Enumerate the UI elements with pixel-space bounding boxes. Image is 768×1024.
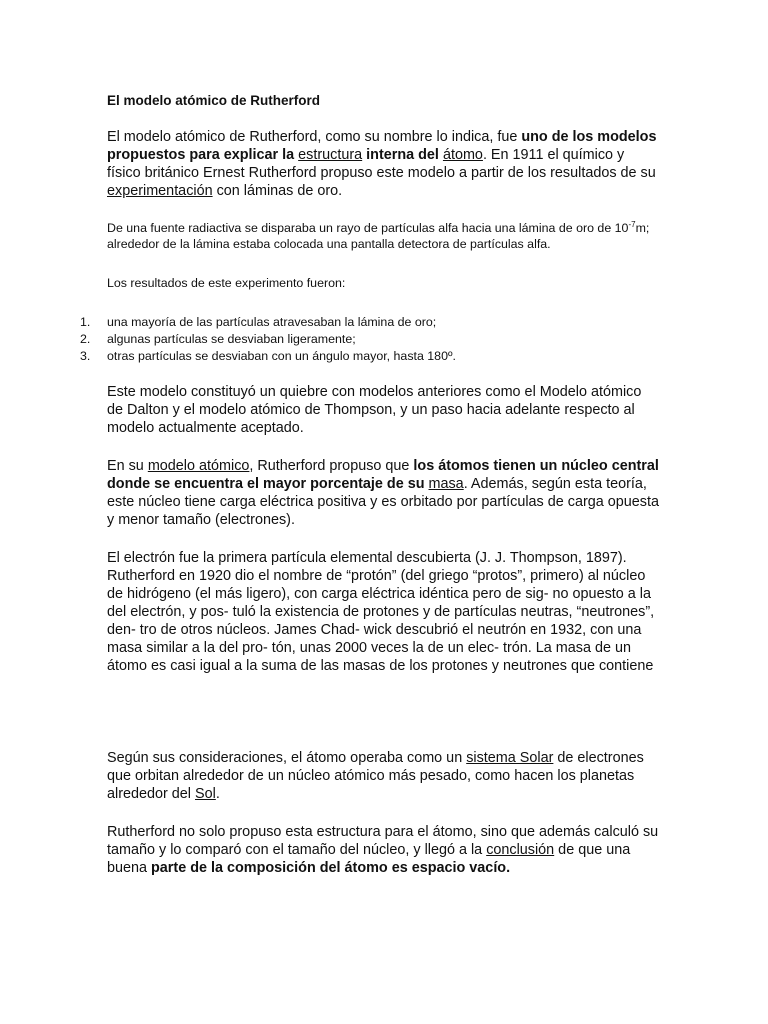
conclusion-text-1: Rutherford no solo propuso esta estructura para el átomo, sino que además calculó su tamaño y lo comparó con el tamaño del núcleo, y llegó a la	[107, 824, 659, 858]
document-page	[80, 92, 659, 877]
conclusion-bold: parte de la composición del átomo es espacio vacío.	[151, 860, 511, 876]
paragraph-conclusion	[107, 823, 659, 877]
list-text: algunas partículas se desviaban ligeramente;	[107, 332, 356, 346]
link-sistema-solar[interactable]: sistema Solar	[466, 750, 554, 766]
intro-text-3: con láminas de oro.	[212, 183, 343, 199]
intro-bold-2: interna del	[366, 147, 439, 163]
list-number: 3.	[80, 349, 91, 363]
paragraph-electron: El electrón fue la primera partícula elemental descubierta (J. J. Thompson, 1897). Rutherford en 1920 dio el nombre de “protón” (del griego “protos”, primero) al núcleo de hidrógeno (el más ligero), con carga eléctrica idéntica pero de sig- no opuesto a la del electrón, y pos- tuló la existencia de protones y de partículas neutras, “neutrones”, den- tro de otros núcleos. James Chad- wick descubrió el neutrón en 1932, con una masa similar a la del pro- tón, unas 2000 veces la de un elec- trón. La masa de un átomo es casi igual a la suma de las masas de los protones y neutrones que contiene	[107, 550, 655, 674]
solar-text-2: de electrones que orbitan alrededor de un núcleo atómico más pesado, como hacen los planetas alrededor del	[107, 750, 644, 802]
list-item	[80, 348, 659, 365]
nucleus-text-1: En su	[107, 458, 148, 474]
link-masa[interactable]: masa	[428, 476, 464, 492]
paragraph-solar-system	[107, 749, 659, 803]
list-item	[80, 314, 659, 331]
link-atomo[interactable]: átomo	[442, 147, 483, 163]
list-text: una mayoría de las partículas atravesaban la lámina de oro;	[107, 315, 437, 329]
intro-bold-1: uno de los modelos propuestos para explicar la	[107, 129, 657, 163]
source-text-1: De una fuente radiactiva se disparaba un rayo de partículas alfa hacia una lámina de oro de 10	[107, 221, 629, 235]
nucleus-text-3: . Además, según esta teoría, este núcleo tiene carga eléctrica positiva y es orbitado por partículas de carga opuesta y menor tamaño (electrones).	[107, 476, 659, 528]
link-sol[interactable]: Sol	[195, 786, 216, 802]
intro-text-1: El modelo atómico de Rutherford, como su nombre lo indica, fue	[107, 129, 522, 145]
nucleus-bold: los átomos tienen un núcleo central donde se encuentra el mayor porcentaje de su	[107, 458, 659, 492]
link-conclusion[interactable]: conclusión	[486, 842, 555, 858]
solar-text-1: Según sus consideraciones, el átomo operaba como un	[107, 750, 467, 766]
link-estructura[interactable]: estructura	[298, 147, 363, 163]
nucleus-text-2: , Rutherford propuso que	[249, 458, 414, 474]
paragraph-intro	[107, 128, 659, 200]
list-number: 1.	[80, 315, 91, 329]
intro-text-2: . En 1911 el químico y físico británico Ernest Rutherford propuso este modelo a partir de los resultados de su	[107, 147, 656, 181]
link-experimentacion[interactable]: experimentación	[107, 183, 213, 199]
list-text: otras partículas se desviaban con un ángulo mayor, hasta 180º.	[107, 349, 456, 363]
conclusion-text-2: de que una buena	[107, 842, 631, 876]
solar-text-3: .	[215, 786, 220, 802]
document-title: El modelo atómico de Rutherford	[107, 93, 321, 108]
list-item	[80, 331, 659, 348]
source-text-2: m; alrededor de la lámina estaba colocada una pantalla detectora de partículas alfa.	[107, 221, 650, 251]
results-list	[80, 314, 659, 365]
paragraph-source	[107, 220, 659, 252]
list-number: 2.	[80, 332, 91, 346]
paragraph-nucleus	[107, 457, 659, 529]
paragraph-results-intro: Los resultados de este experimento fueron:	[107, 276, 346, 290]
paragraph-model-break: Este modelo constituyó un quiebre con modelos anteriores como el Modelo atómico de Dalton y el modelo atómico de Thompson, y un paso hacia adelante respecto al modelo actualmente aceptado.	[107, 384, 642, 436]
exponent: -7	[628, 219, 636, 229]
link-modelo-atomico[interactable]: modelo atómico	[147, 458, 250, 474]
